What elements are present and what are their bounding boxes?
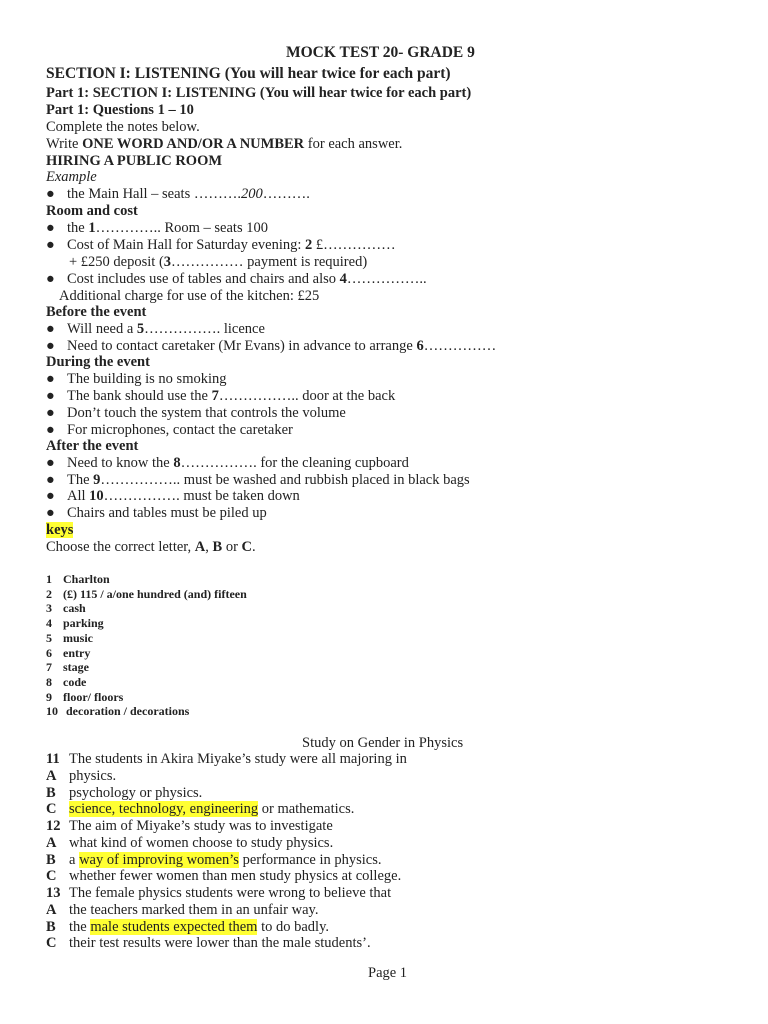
question-13: 13 The female physics students were wrong to believe that [46,885,392,901]
answer-key-number: 3 [46,601,52,616]
bullet-icon: ● [46,321,55,337]
instruction-line: Complete the notes below. [46,119,200,135]
room-cost-heading: Room and cost [46,203,138,219]
section-heading: SECTION I: LISTENING (You will hear twice for each part) [46,65,451,82]
answer-key-value: floor/ floors [63,689,124,704]
option-b: B the male students expected them to do badly. [46,919,330,935]
option-a: A physics. [46,768,117,784]
answer-key-number: 5 [46,630,52,645]
note-item: ● The 9…………….. must be washed and rubbish placed in black bags [46,472,470,488]
notes-title: HIRING A PUBLIC ROOM [46,153,223,169]
example-item: ● the Main Hall – seats ……….200………. [46,186,310,202]
answer-key-item [46,690,123,704]
bullet-icon: ● [46,271,55,287]
answer-key-number: 10 [46,704,58,719]
answer-key-item [46,704,189,718]
option-b: B psychology or physics. [46,785,203,801]
answer-key-item [46,616,104,630]
during-event-heading: During the event [46,354,150,370]
option-c: C whether fewer women than men study physics at college. [46,868,402,884]
answer-key-value: stage [63,660,89,675]
answer-key-number: 7 [46,660,52,675]
answer-key-item [46,675,86,689]
note-item: ● All 10……………. must be taken down [46,488,300,504]
bullet-icon: ● [46,455,55,471]
choose-instruction: Choose the correct letter, A, B or C. [46,539,256,555]
page-number: Page 1 [368,965,408,981]
answer-key-value: decoration / decorations [63,704,190,719]
note-item: Additional charge for use of the kitchen: £25 [59,288,320,304]
bullet-icon: ● [46,338,55,354]
answer-key-number: 6 [46,645,52,660]
questions-range: Questions 1 – 10 [89,102,194,118]
bullet-icon: ● [46,388,55,404]
bullet-icon: ● [46,472,55,488]
answer-key-number: 4 [46,616,52,631]
note-item: ● The building is no smoking [46,371,227,387]
answer-key-value: (£) 115 / a/one hundred (and) fifteen [63,586,247,601]
bullet-icon: ● [46,405,55,421]
answer-key-value: cash [63,601,86,616]
option-c: C science, technology, engineering or mathematics. [46,801,355,817]
bullet-icon: ● [46,237,55,253]
answer-key-item [46,631,93,645]
answer-key-value: Charlton [63,572,110,586]
answer-key-value: music [63,630,93,645]
note-item: ● For microphones, contact the caretaker [46,422,293,438]
bullet-icon: ● [46,505,55,521]
note-item: ● Chairs and tables must be piled up [46,505,267,521]
after-event-heading: After the event [46,438,139,454]
bullet-icon: ● [46,220,55,236]
answer-key-item [46,587,247,601]
answer-key-number: 1 [46,572,52,586]
bullet-icon: ● [46,488,55,504]
note-item: ● Need to contact caretaker (Mr Evans) in advance to arrange 6…………… [46,338,497,354]
page-title: MOCK TEST 20- GRADE 9 [286,44,475,61]
answer-key-value: entry [63,645,91,660]
answer-key-item [46,646,90,660]
answer-key-number: 2 [46,586,52,601]
part-label: Part 1: [46,102,90,118]
question-11: 11 The students in Akira Miyake’s study were all majoring in [46,751,407,767]
bullet-icon: ● [46,422,55,438]
study-title: Study on Gender in Physics [302,735,464,751]
note-item: ● Cost includes use of tables and chairs and also 4…………….. [46,271,427,287]
option-a: A the teachers marked them in an unfair way. [46,902,319,918]
answer-key-number: 8 [46,674,52,689]
answer-key-value: parking [63,616,104,631]
answer-key-value: code [63,674,87,689]
instruction-write: Write ONE WORD AND/OR A NUMBER for each answer. [46,136,403,152]
part-heading: Part 1: SECTION I: LISTENING (You will hear twice for each part) [46,85,472,101]
answer-key-number: 9 [46,689,52,704]
bullet-icon: ● [46,186,55,202]
example-label: Example [46,169,97,185]
note-item: + £250 deposit (3…………… payment is required) [69,254,368,270]
note-item: ● the 1………….. Room – seats 100 [46,220,268,236]
note-item: ● Will need a 5……………. licence [46,321,265,337]
answer-key-item [46,601,86,615]
before-event-heading: Before the event [46,304,147,320]
question-12: 12 The aim of Miyake’s study was to investigate [46,818,333,834]
note-item: ● Cost of Main Hall for Saturday evening: 2 £…………… [46,237,396,253]
note-item: ● Don’t touch the system that controls the volume [46,405,346,421]
note-item: ● Need to know the 8……………. for the cleaning cupboard [46,455,409,471]
part-questions-heading [46,102,194,119]
note-item: ● The bank should use the 7…………….. door at the back [46,388,396,404]
option-c: C their test results were lower than the male students’. [46,935,371,951]
answer-key-item [46,660,89,674]
keys-label: keys [46,522,74,538]
option-a: A what kind of women choose to study physics. [46,835,334,851]
answer-key-item [46,572,110,586]
bullet-icon: ● [46,371,55,387]
option-b: B a way of improving women’s performance in physics. [46,852,382,868]
